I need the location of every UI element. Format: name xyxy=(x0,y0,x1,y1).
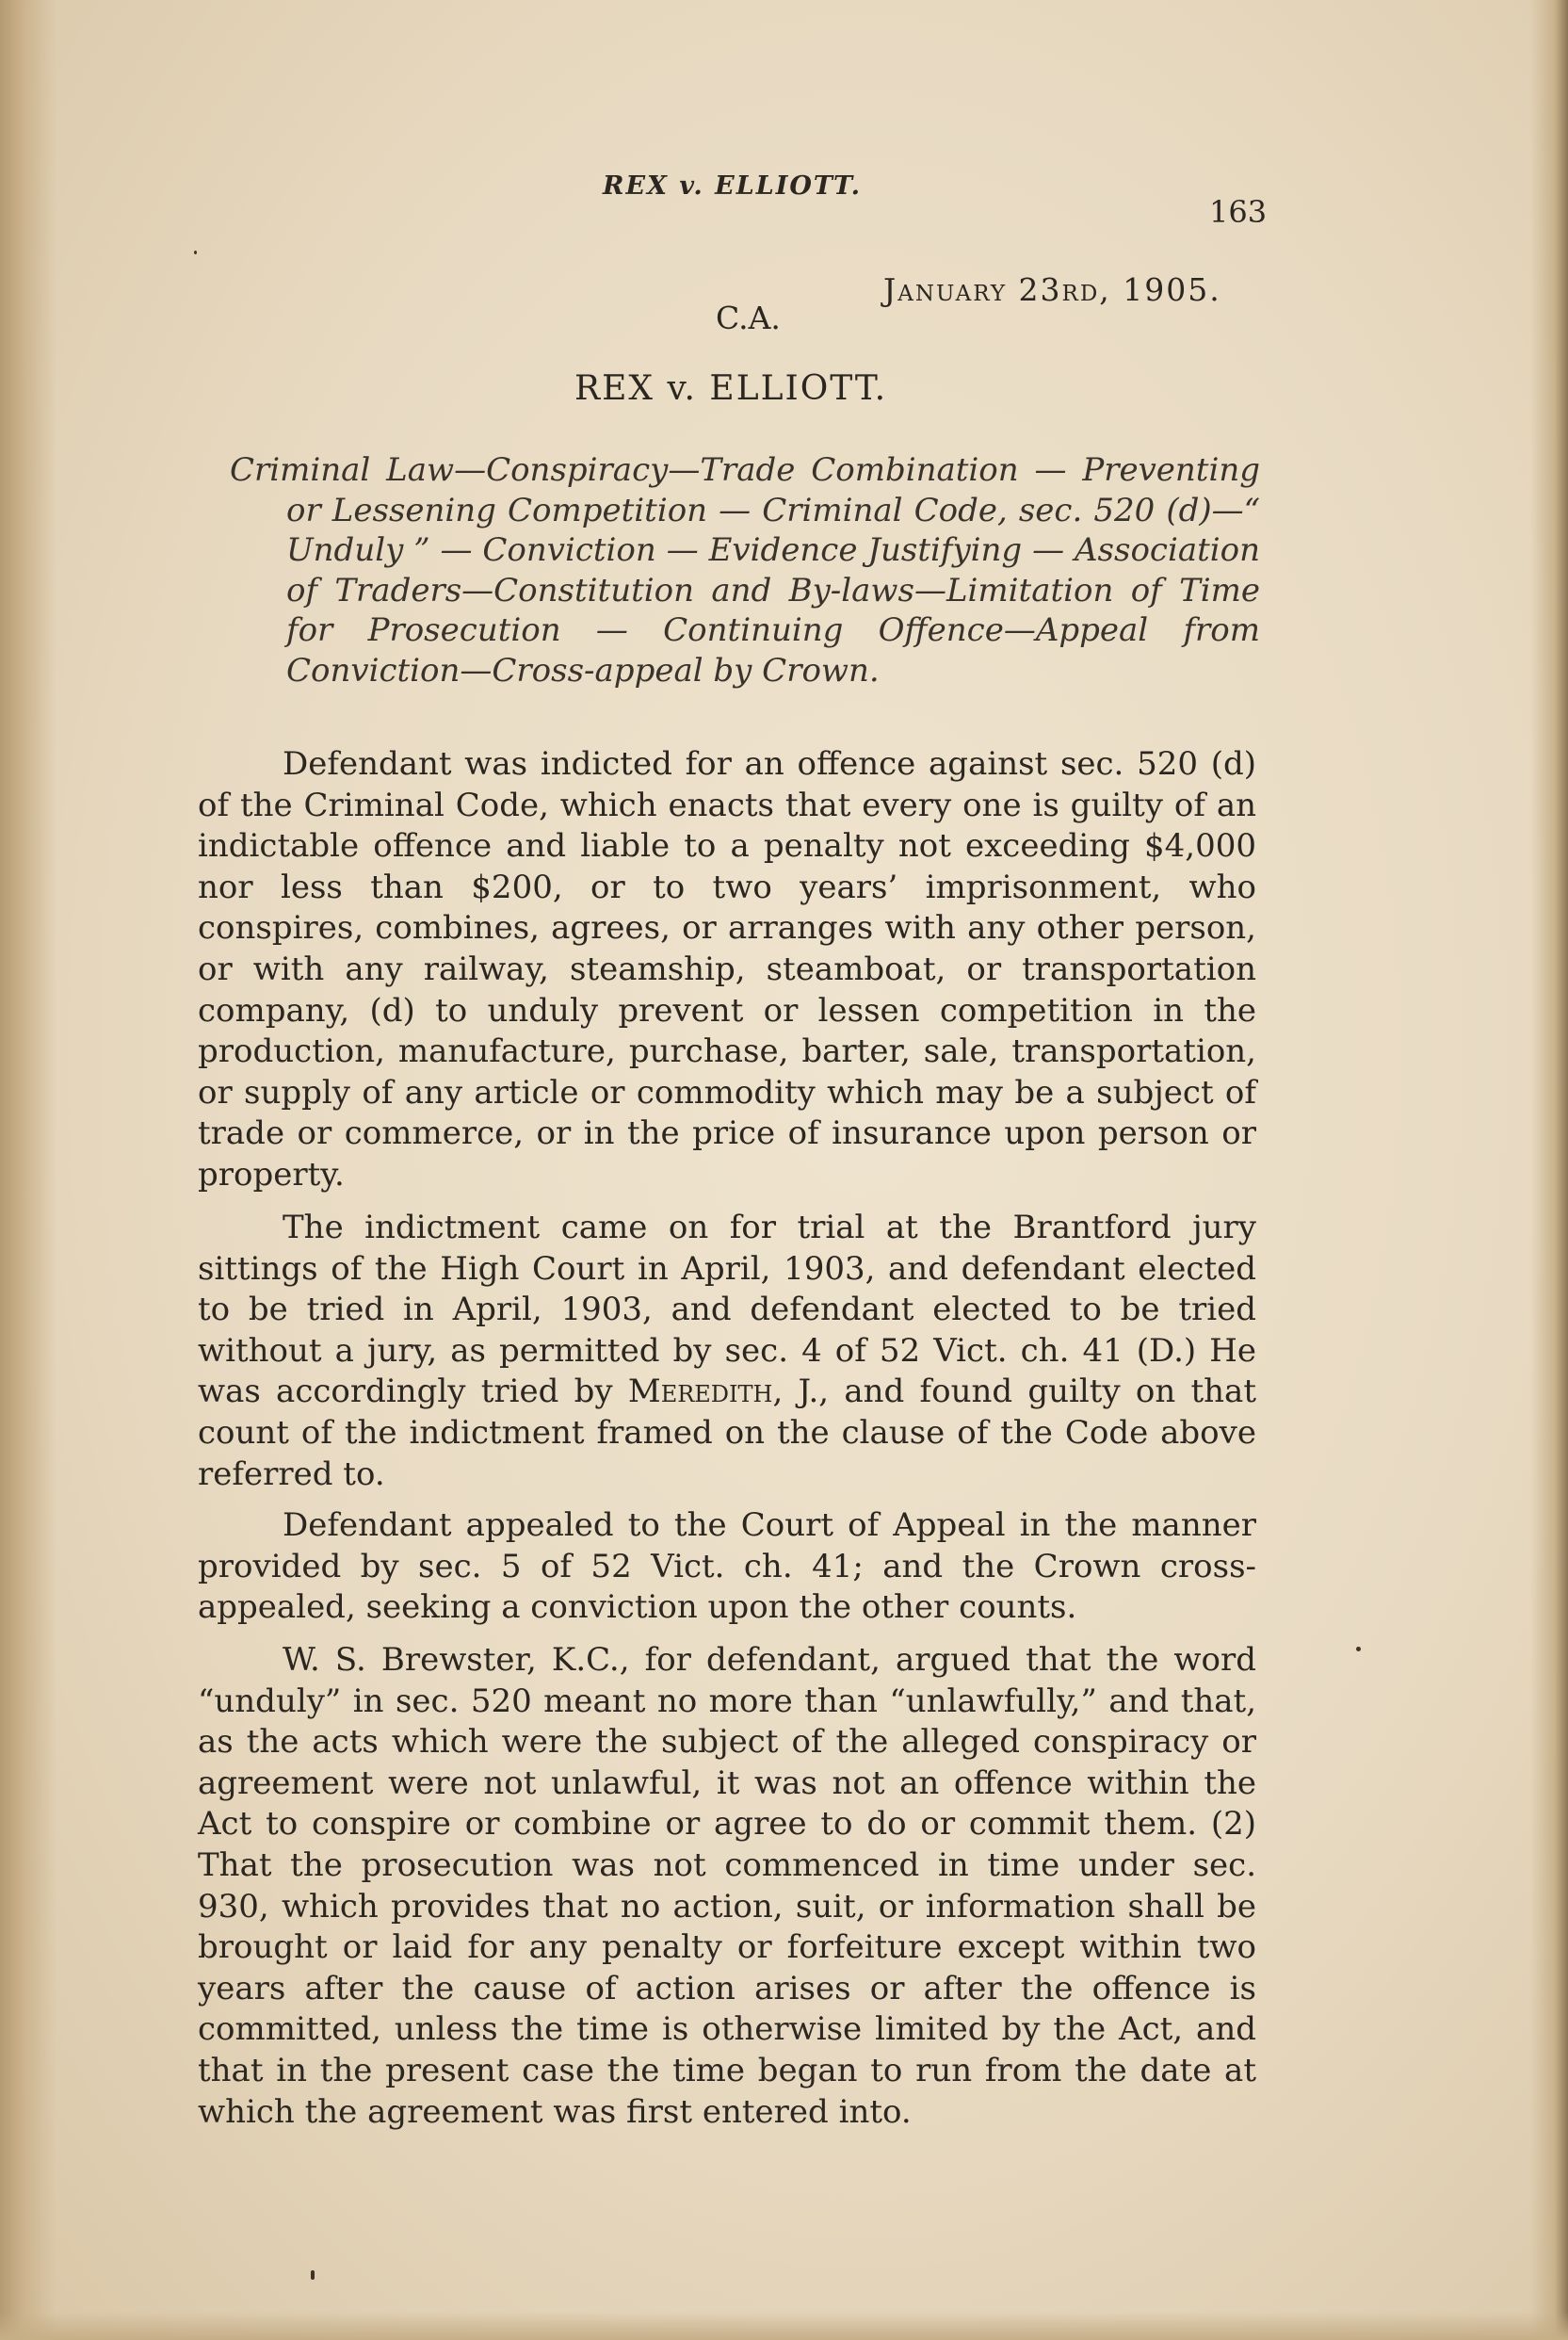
judge-name: Meredith xyxy=(627,1373,773,1411)
court-abbreviation: C.A. xyxy=(716,300,781,336)
paper-speck xyxy=(194,251,197,254)
paragraph-argument: W. S. Brewster, K.C., for defendant, argued that the word “unduly” in sec. 520 meant no more than “unlawfully,” and that, as the acts which were the subject of the alleged conspiracy or agreement were not unlawful, it was not an offence within the Act to conspire or combine or agree to do or commit them. (2) That the prosecution was not commenced in time under sec. 930, which provides that no action, suit, or information shall be brought or laid for any penalty or forfeiture except within two years after the cause of action arises or after the offence is committed, unless the time is otherwise limited by the Act, and that in the present case the time began to run from the date at which the agreement was first entered into. xyxy=(198,1641,1256,2131)
page-edge-shadow xyxy=(1530,0,1568,2340)
page-number: 163 xyxy=(1209,194,1268,230)
decision-date xyxy=(883,271,1221,308)
paragraph-trial-text-b: , J., and found guilty on that count of the indictment framed on the clause of the Code above referred to. xyxy=(198,1373,1256,1493)
case-title: REX v. ELLIOTT. xyxy=(574,369,888,408)
page-gutter-shadow xyxy=(0,0,57,2340)
paper-speck xyxy=(311,2270,315,2280)
running-head: REX v. ELLIOTT. xyxy=(603,171,862,201)
paragraph-indictment: Defendant was indicted for an offence against sec. 520 (d) of the Criminal Code, which enacts that every one is guilty of an indictable offence and liable to a penalty not exceeding $4,000 nor less than $200, or to two years’ imprisonment, who conspires, combines, agrees, or arranges with any other person, or with any railway, steamship, steamboat, or transportation company, (d) to unduly prevent or lessen competition in the production, manufacture, purchase, barter, sale, transportation, or supply of any article or commodity which may be a subject of trade or commerce, or in the price of insurance upon person or property. xyxy=(198,745,1256,1194)
paper-speck xyxy=(1356,1647,1361,1651)
paragraph-trial-text-a: The indictment came on for trial at the Brantford jury sittings of the High Court in April, 1903, and defendant elected to be tried in April, 1903, and defendant elected to be tried without a jury, as permitted by sec. 4 of 52 Vict. ch. 41 (D.) He was accordingly tried by xyxy=(198,1209,1256,1411)
paragraph-appeal: Defendant appealed to the Court of Appeal in the manner provided by sec. 5 of 52 Vict. ch. 41; and the Crown cross-appealed, seeking a conviction upon the other counts. xyxy=(198,1506,1256,1627)
page-bottom-shadow xyxy=(0,2312,1568,2340)
paragraph-trial xyxy=(198,1208,1256,1495)
headnote: Criminal Law—Conspiracy—Trade Combination — Preventing or Lessening Competition — Criminal Code, sec. 520 (d)—“ Unduly ” — Conviction — Evidence Justifying — Association of Traders—Constitution and By-laws—Limitation of Time for Prosecution — Continuing Offence—Appeal from Conviction—Cross-appeal by Crown. xyxy=(230,451,1260,690)
decision-date-text: January 23rd, 1905. xyxy=(883,271,1221,308)
